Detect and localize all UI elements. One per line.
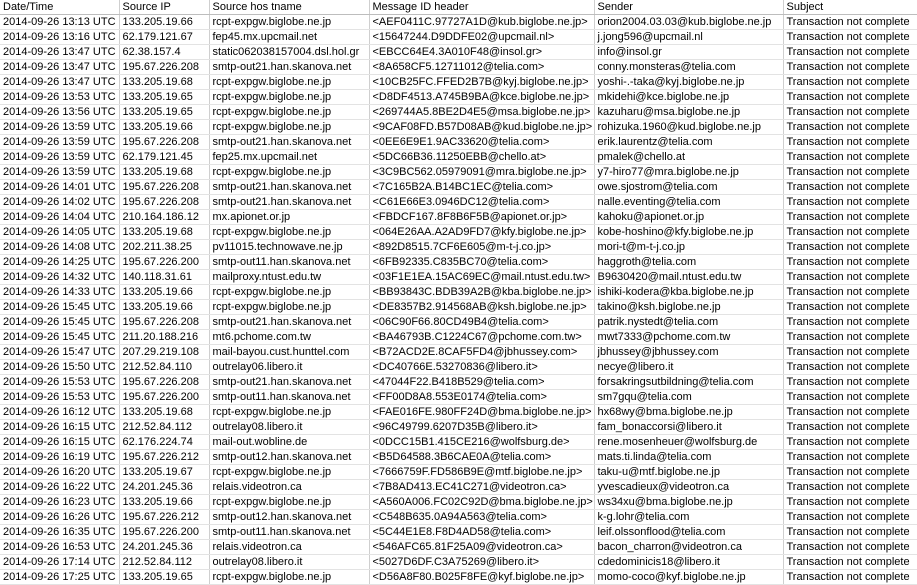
message-id-cell[interactable]: <7C165B2A.B14BC1EC@telia.com> xyxy=(369,180,594,195)
sender-cell[interactable]: forsakringsutbildning@telia.com xyxy=(594,375,783,390)
table-row[interactable] xyxy=(0,435,917,450)
date-time-cell[interactable]: 2014-09-26 16:53 UTC xyxy=(0,540,119,555)
subject-cell[interactable]: Transaction not complete xyxy=(783,495,917,510)
subject-cell[interactable]: Transaction not complete xyxy=(783,285,917,300)
date-time-cell[interactable]: 2014-09-26 13:13 UTC xyxy=(0,15,119,30)
source-hostname-cell[interactable]: rcpt-expgw.biglobe.ne.jp xyxy=(209,105,369,120)
source-ip-cell[interactable]: 62.176.224.74 xyxy=(119,435,209,450)
source-ip-cell[interactable]: 133.205.19.66 xyxy=(119,120,209,135)
message-id-cell[interactable]: <D56A8F80.B025F8FE@kyf.biglobe.ne.jp> xyxy=(369,570,594,585)
source-hostname-cell[interactable]: smtp-out21.han.skanova.net xyxy=(209,60,369,75)
date-time-cell[interactable]: 2014-09-26 13:47 UTC xyxy=(0,75,119,90)
sender-cell[interactable]: mwt7333@pchome.com.tw xyxy=(594,330,783,345)
source-ip-cell[interactable]: 195.67.226.200 xyxy=(119,255,209,270)
subject-cell[interactable]: Transaction not complete xyxy=(783,555,917,570)
message-id-cell[interactable]: <546AFC65.81F25A09@videotron.ca> xyxy=(369,540,594,555)
source-hostname-cell[interactable]: smtp-out11.han.skanova.net xyxy=(209,525,369,540)
table-row[interactable] xyxy=(0,240,917,255)
subject-cell[interactable]: Transaction not complete xyxy=(783,75,917,90)
message-id-cell[interactable]: <064E26AA.A2AD9FD7@kfy.biglobe.ne.jp> xyxy=(369,225,594,240)
subject-cell[interactable]: Transaction not complete xyxy=(783,420,917,435)
subject-cell[interactable]: Transaction not complete xyxy=(783,315,917,330)
sender-cell[interactable]: y7-hiro77@mra.biglobe.ne.jp xyxy=(594,165,783,180)
subject-cell[interactable]: Transaction not complete xyxy=(783,525,917,540)
date-time-cell[interactable]: 2014-09-26 15:45 UTC xyxy=(0,300,119,315)
table-row[interactable] xyxy=(0,225,917,240)
date-time-cell[interactable]: 2014-09-26 13:53 UTC xyxy=(0,90,119,105)
message-id-cell[interactable]: <3C9BC562.05979091@mra.biglobe.ne.jp> xyxy=(369,165,594,180)
date-time-cell[interactable]: 2014-09-26 15:45 UTC xyxy=(0,330,119,345)
source-hostname-cell[interactable]: rcpt-expgw.biglobe.ne.jp xyxy=(209,300,369,315)
message-id-cell[interactable]: <0EE6E9E1.9AC33620@telia.com> xyxy=(369,135,594,150)
sender-cell[interactable]: kobe-hoshino@kfy.biglobe.ne.jp xyxy=(594,225,783,240)
source-ip-cell[interactable]: 62.179.121.67 xyxy=(119,30,209,45)
source-hostname-cell[interactable]: outrelay08.libero.it xyxy=(209,555,369,570)
source-ip-cell[interactable]: 62.179.121.45 xyxy=(119,150,209,165)
date-time-cell[interactable]: 2014-09-26 13:16 UTC xyxy=(0,30,119,45)
message-id-cell[interactable]: <9CAF08FD.B57D08AB@kud.biglobe.ne.jp> xyxy=(369,120,594,135)
subject-cell[interactable]: Transaction not complete xyxy=(783,60,917,75)
sender-cell[interactable]: leif.olssonflood@telia.com xyxy=(594,525,783,540)
table-row[interactable] xyxy=(0,30,917,45)
date-time-cell[interactable]: 2014-09-26 14:05 UTC xyxy=(0,225,119,240)
source-ip-cell[interactable]: 195.67.226.208 xyxy=(119,60,209,75)
subject-cell[interactable]: Transaction not complete xyxy=(783,165,917,180)
message-id-cell[interactable]: <03F1E1EA.15AC69EC@mail.ntust.edu.tw> xyxy=(369,270,594,285)
date-time-cell[interactable]: 2014-09-26 15:53 UTC xyxy=(0,375,119,390)
date-time-cell[interactable]: 2014-09-26 16:12 UTC xyxy=(0,405,119,420)
date-time-cell[interactable]: 2014-09-26 14:33 UTC xyxy=(0,285,119,300)
source-ip-cell[interactable]: 195.67.226.208 xyxy=(119,180,209,195)
subject-cell[interactable]: Transaction not complete xyxy=(783,195,917,210)
message-id-cell[interactable]: <5027D6DF.C3A75269@libero.it> xyxy=(369,555,594,570)
source-hostname-cell[interactable]: fep25.mx.upcmail.net xyxy=(209,150,369,165)
source-hostname-cell[interactable]: mailproxy.ntust.edu.tw xyxy=(209,270,369,285)
source-hostname-cell[interactable]: rcpt-expgw.biglobe.ne.jp xyxy=(209,495,369,510)
source-ip-cell[interactable]: 133.205.19.66 xyxy=(119,495,209,510)
source-hostname-cell[interactable]: smtp-out21.han.skanova.net xyxy=(209,375,369,390)
subject-cell[interactable]: Transaction not complete xyxy=(783,450,917,465)
source-ip-cell[interactable]: 140.118.31.61 xyxy=(119,270,209,285)
message-id-cell[interactable]: <10CB25FC.FFED2B7B@kyj.biglobe.ne.jp> xyxy=(369,75,594,90)
source-hostname-cell[interactable]: smtp-out12.han.skanova.net xyxy=(209,450,369,465)
source-hostname-cell[interactable]: rcpt-expgw.biglobe.ne.jp xyxy=(209,15,369,30)
table-row[interactable] xyxy=(0,120,917,135)
source-ip-cell[interactable]: 195.67.226.212 xyxy=(119,450,209,465)
message-id-cell[interactable]: <C548B635.0A94A563@telia.com> xyxy=(369,510,594,525)
sender-cell[interactable]: info@insol.gr xyxy=(594,45,783,60)
source-hostname-cell[interactable]: rcpt-expgw.biglobe.ne.jp xyxy=(209,165,369,180)
table-row[interactable] xyxy=(0,210,917,225)
column-header-sender[interactable]: Sender xyxy=(594,0,783,15)
source-ip-cell[interactable]: 24.201.245.36 xyxy=(119,480,209,495)
sender-cell[interactable]: yoshi-.-taka@kyj.biglobe.ne.jp xyxy=(594,75,783,90)
source-hostname-cell[interactable]: relais.videotron.ca xyxy=(209,540,369,555)
sender-cell[interactable]: ishiki-kodera@kba.biglobe.ne.jp xyxy=(594,285,783,300)
source-ip-cell[interactable]: 133.205.19.66 xyxy=(119,300,209,315)
message-id-cell[interactable]: <6FB92335.C835BC70@telia.com> xyxy=(369,255,594,270)
source-hostname-cell[interactable]: rcpt-expgw.biglobe.ne.jp xyxy=(209,120,369,135)
subject-cell[interactable]: Transaction not complete xyxy=(783,435,917,450)
table-row[interactable] xyxy=(0,165,917,180)
table-row[interactable] xyxy=(0,345,917,360)
date-time-cell[interactable]: 2014-09-26 16:23 UTC xyxy=(0,495,119,510)
table-row[interactable] xyxy=(0,420,917,435)
date-time-cell[interactable]: 2014-09-26 13:59 UTC xyxy=(0,150,119,165)
source-ip-cell[interactable]: 202.211.38.25 xyxy=(119,240,209,255)
table-row[interactable] xyxy=(0,330,917,345)
header-row xyxy=(0,0,917,15)
subject-cell[interactable]: Transaction not complete xyxy=(783,540,917,555)
source-ip-cell[interactable]: 207.29.219.108 xyxy=(119,345,209,360)
date-time-cell[interactable]: 2014-09-26 15:50 UTC xyxy=(0,360,119,375)
date-time-cell[interactable]: 2014-09-26 14:25 UTC xyxy=(0,255,119,270)
source-ip-cell[interactable]: 133.205.19.66 xyxy=(119,285,209,300)
date-time-cell[interactable]: 2014-09-26 16:22 UTC xyxy=(0,480,119,495)
table-row[interactable] xyxy=(0,390,917,405)
subject-cell[interactable]: Transaction not complete xyxy=(783,90,917,105)
date-time-cell[interactable]: 2014-09-26 14:04 UTC xyxy=(0,210,119,225)
sender-cell[interactable]: patrik.nystedt@telia.com xyxy=(594,315,783,330)
table-row[interactable] xyxy=(0,360,917,375)
source-hostname-cell[interactable]: mx.apionet.or.jp xyxy=(209,210,369,225)
message-id-cell[interactable]: <892D8515.7CF6E605@m-t-j.co.jp> xyxy=(369,240,594,255)
subject-cell[interactable]: Transaction not complete xyxy=(783,300,917,315)
subject-cell[interactable]: Transaction not complete xyxy=(783,330,917,345)
column-header-message-id[interactable]: Message ID header xyxy=(369,0,594,15)
source-ip-cell[interactable]: 195.67.226.208 xyxy=(119,375,209,390)
sender-cell[interactable]: takino@ksh.biglobe.ne.jp xyxy=(594,300,783,315)
message-id-cell[interactable]: <DE8357B2.914568AB@ksh.biglobe.ne.jp> xyxy=(369,300,594,315)
table-row[interactable] xyxy=(0,45,917,60)
source-hostname-cell[interactable]: smtp-out21.han.skanova.net xyxy=(209,135,369,150)
table-row[interactable] xyxy=(0,300,917,315)
message-id-cell[interactable]: <AEF0411C.97727A1D@kub.biglobe.ne.jp> xyxy=(369,15,594,30)
sender-cell[interactable]: rohizuka.1960@kud.biglobe.ne.jp xyxy=(594,120,783,135)
date-time-cell[interactable]: 2014-09-26 15:53 UTC xyxy=(0,390,119,405)
column-header-source-hostname[interactable]: Source hos tname xyxy=(209,0,369,15)
source-hostname-cell[interactable]: rcpt-expgw.biglobe.ne.jp xyxy=(209,570,369,585)
source-hostname-cell[interactable]: pv11015.technowave.ne.jp xyxy=(209,240,369,255)
source-ip-cell[interactable]: 212.52.84.110 xyxy=(119,360,209,375)
source-hostname-cell[interactable]: rcpt-expgw.biglobe.ne.jp xyxy=(209,75,369,90)
message-id-cell[interactable]: <15647244.D9DDFE02@upcmail.nl> xyxy=(369,30,594,45)
sender-cell[interactable]: nalle.eventing@telia.com xyxy=(594,195,783,210)
table-row[interactable] xyxy=(0,255,917,270)
source-hostname-cell[interactable]: relais.videotron.ca xyxy=(209,480,369,495)
table-row[interactable] xyxy=(0,150,917,165)
message-id-cell[interactable]: <96C49799.6207D35B@libero.it> xyxy=(369,420,594,435)
table-row[interactable] xyxy=(0,75,917,90)
source-hostname-cell[interactable]: outrelay06.libero.it xyxy=(209,360,369,375)
date-time-cell[interactable]: 2014-09-26 16:15 UTC xyxy=(0,420,119,435)
source-hostname-cell[interactable]: mail-bayou.cust.hunttel.com xyxy=(209,345,369,360)
source-ip-cell[interactable]: 195.67.226.200 xyxy=(119,390,209,405)
source-hostname-cell[interactable]: rcpt-expgw.biglobe.ne.jp xyxy=(209,465,369,480)
source-hostname-cell[interactable]: smtp-out21.han.skanova.net xyxy=(209,315,369,330)
sender-cell[interactable]: erik.laurentz@telia.com xyxy=(594,135,783,150)
subject-cell[interactable]: Transaction not complete xyxy=(783,480,917,495)
source-hostname-cell[interactable]: static062038157004.dsl.hol.gr xyxy=(209,45,369,60)
date-time-cell[interactable]: 2014-09-26 13:59 UTC xyxy=(0,135,119,150)
source-ip-cell[interactable]: 195.67.226.212 xyxy=(119,510,209,525)
sender-cell[interactable]: fam_bonaccorsi@libero.it xyxy=(594,420,783,435)
message-id-cell[interactable]: <B72ACD2E.8CAF5FD4@jbhussey.com> xyxy=(369,345,594,360)
subject-cell[interactable]: Transaction not complete xyxy=(783,15,917,30)
table-row[interactable] xyxy=(0,540,917,555)
source-ip-cell[interactable]: 133.205.19.65 xyxy=(119,570,209,585)
source-hostname-cell[interactable]: rcpt-expgw.biglobe.ne.jp xyxy=(209,285,369,300)
source-hostname-cell[interactable]: smtp-out11.han.skanova.net xyxy=(209,390,369,405)
source-ip-cell[interactable]: 133.205.19.65 xyxy=(119,90,209,105)
table-row[interactable] xyxy=(0,90,917,105)
sender-cell[interactable]: pmalek@chello.at xyxy=(594,150,783,165)
sender-cell[interactable]: kahoku@apionet.or.jp xyxy=(594,210,783,225)
table-row[interactable] xyxy=(0,285,917,300)
date-time-cell[interactable]: 2014-09-26 16:20 UTC xyxy=(0,465,119,480)
column-header-subject[interactable]: Subject xyxy=(783,0,917,15)
date-time-cell[interactable]: 2014-09-26 13:59 UTC xyxy=(0,120,119,135)
source-hostname-cell[interactable]: smtp-out21.han.skanova.net xyxy=(209,195,369,210)
date-time-cell[interactable]: 2014-09-26 14:01 UTC xyxy=(0,180,119,195)
message-id-cell[interactable]: <5C44E1E8.F8D4AD58@telia.com> xyxy=(369,525,594,540)
table-row[interactable] xyxy=(0,315,917,330)
table-row[interactable] xyxy=(0,555,917,570)
subject-cell[interactable]: Transaction not complete xyxy=(783,375,917,390)
source-hostname-cell[interactable]: rcpt-expgw.biglobe.ne.jp xyxy=(209,405,369,420)
sender-cell[interactable]: cdedominicis18@libero.it xyxy=(594,555,783,570)
subject-cell[interactable]: Transaction not complete xyxy=(783,570,917,585)
sender-cell[interactable]: yvescadieux@videotron.ca xyxy=(594,480,783,495)
column-header-source-ip[interactable]: Source IP xyxy=(119,0,209,15)
message-id-cell[interactable]: <FAE016FE.980FF24D@bma.biglobe.ne.jp> xyxy=(369,405,594,420)
date-time-cell[interactable]: 2014-09-26 15:47 UTC xyxy=(0,345,119,360)
message-id-cell[interactable]: <5DC66B36.11250EBB@chello.at> xyxy=(369,150,594,165)
subject-cell[interactable]: Transaction not complete xyxy=(783,30,917,45)
date-time-cell[interactable]: 2014-09-26 14:02 UTC xyxy=(0,195,119,210)
message-id-cell[interactable]: <FF00D8A8.553E0174@telia.com> xyxy=(369,390,594,405)
date-time-cell[interactable]: 2014-09-26 16:19 UTC xyxy=(0,450,119,465)
date-time-cell[interactable]: 2014-09-26 13:56 UTC xyxy=(0,105,119,120)
sender-cell[interactable]: owe.sjostrom@telia.com xyxy=(594,180,783,195)
source-ip-cell[interactable]: 133.205.19.68 xyxy=(119,165,209,180)
subject-cell[interactable]: Transaction not complete xyxy=(783,390,917,405)
date-time-cell[interactable]: 2014-09-26 15:45 UTC xyxy=(0,315,119,330)
sender-cell[interactable]: hx68wy@bma.biglobe.ne.jp xyxy=(594,405,783,420)
source-ip-cell[interactable]: 133.205.19.68 xyxy=(119,225,209,240)
sender-cell[interactable]: bacon_charron@videotron.ca xyxy=(594,540,783,555)
date-time-cell[interactable]: 2014-09-26 16:35 UTC xyxy=(0,525,119,540)
sender-cell[interactable]: j.jong596@upcmail.nl xyxy=(594,30,783,45)
table-row[interactable] xyxy=(0,105,917,120)
message-id-cell[interactable]: <0DCC15B1.415CE216@wolfsburg.de> xyxy=(369,435,594,450)
subject-cell[interactable]: Transaction not complete xyxy=(783,510,917,525)
table-row[interactable] xyxy=(0,270,917,285)
table-row[interactable] xyxy=(0,570,917,585)
source-hostname-cell[interactable]: mt6.pchome.com.tw xyxy=(209,330,369,345)
message-id-cell[interactable]: <EBCC64E4.3A010F48@insol.gr> xyxy=(369,45,594,60)
date-time-cell[interactable]: 2014-09-26 13:59 UTC xyxy=(0,165,119,180)
source-ip-cell[interactable]: 195.67.226.200 xyxy=(119,525,209,540)
table-row[interactable] xyxy=(0,495,917,510)
sender-cell[interactable]: haggroth@telia.com xyxy=(594,255,783,270)
table-row[interactable] xyxy=(0,510,917,525)
subject-cell[interactable]: Transaction not complete xyxy=(783,105,917,120)
message-id-cell[interactable]: <A560A006.FC02C92D@bma.biglobe.ne.jp> xyxy=(369,495,594,510)
message-id-cell[interactable]: <7B8AD413.EC41C271@videotron.ca> xyxy=(369,480,594,495)
subject-cell[interactable]: Transaction not complete xyxy=(783,360,917,375)
source-ip-cell[interactable]: 210.164.186.12 xyxy=(119,210,209,225)
message-id-cell[interactable]: <BB93843C.BDB39A2B@kba.biglobe.ne.jp> xyxy=(369,285,594,300)
sender-cell[interactable]: mori-t@m-t-j.co.jp xyxy=(594,240,783,255)
source-hostname-cell[interactable]: fep45.mx.upcmail.net xyxy=(209,30,369,45)
message-id-cell[interactable]: <269744A5.8BE2D4E5@msa.biglobe.ne.jp> xyxy=(369,105,594,120)
subject-cell[interactable]: Transaction not complete xyxy=(783,150,917,165)
source-ip-cell[interactable]: 195.67.226.208 xyxy=(119,135,209,150)
sender-cell[interactable]: sm7gqu@telia.com xyxy=(594,390,783,405)
table-row[interactable] xyxy=(0,180,917,195)
table-row[interactable] xyxy=(0,375,917,390)
sender-cell[interactable]: taku-u@mtf.biglobe.ne.jp xyxy=(594,465,783,480)
sender-cell[interactable]: necye@libero.it xyxy=(594,360,783,375)
sender-cell[interactable]: B9630420@mail.ntust.edu.tw xyxy=(594,270,783,285)
subject-cell[interactable]: Transaction not complete xyxy=(783,135,917,150)
table-row[interactable] xyxy=(0,135,917,150)
table-row[interactable] xyxy=(0,525,917,540)
source-ip-cell[interactable]: 212.52.84.112 xyxy=(119,555,209,570)
sender-cell[interactable]: mkidehi@kce.biglobe.ne.jp xyxy=(594,90,783,105)
source-ip-cell[interactable]: 62.38.157.4 xyxy=(119,45,209,60)
message-id-cell[interactable]: <47044F22.B418B529@telia.com> xyxy=(369,375,594,390)
sender-cell[interactable]: momo-coco@kyf.biglobe.ne.jp xyxy=(594,570,783,585)
date-time-cell[interactable]: 2014-09-26 17:14 UTC xyxy=(0,555,119,570)
subject-cell[interactable]: Transaction not complete xyxy=(783,210,917,225)
date-time-cell[interactable]: 2014-09-26 14:08 UTC xyxy=(0,240,119,255)
source-ip-cell[interactable]: 24.201.245.36 xyxy=(119,540,209,555)
subject-cell[interactable]: Transaction not complete xyxy=(783,345,917,360)
subject-cell[interactable]: Transaction not complete xyxy=(783,45,917,60)
date-time-cell[interactable]: 2014-09-26 13:47 UTC xyxy=(0,60,119,75)
source-ip-cell[interactable]: 211.20.188.216 xyxy=(119,330,209,345)
source-hostname-cell[interactable]: smtp-out21.han.skanova.net xyxy=(209,180,369,195)
source-ip-cell[interactable]: 195.67.226.208 xyxy=(119,195,209,210)
message-id-cell[interactable]: <BA46793B.C1224C67@pchome.com.tw> xyxy=(369,330,594,345)
subject-cell[interactable]: Transaction not complete xyxy=(783,180,917,195)
table-row[interactable] xyxy=(0,405,917,420)
table-row[interactable] xyxy=(0,465,917,480)
source-ip-cell[interactable]: 133.205.19.65 xyxy=(119,105,209,120)
source-hostname-cell[interactable]: smtp-out12.han.skanova.net xyxy=(209,510,369,525)
message-id-cell[interactable]: <C61E66E3.0946DC12@telia.com> xyxy=(369,195,594,210)
message-id-cell[interactable]: <D8DF4513.A745B9BA@kce.biglobe.ne.jp> xyxy=(369,90,594,105)
source-ip-cell[interactable]: 195.67.226.208 xyxy=(119,315,209,330)
sender-cell[interactable]: mats.ti.linda@telia.com xyxy=(594,450,783,465)
table-row[interactable] xyxy=(0,60,917,75)
table-row[interactable] xyxy=(0,195,917,210)
message-id-cell[interactable]: <FBDCF167.8F8B6F5B@apionet.or.jp> xyxy=(369,210,594,225)
subject-cell[interactable]: Transaction not complete xyxy=(783,270,917,285)
sender-cell[interactable]: k-g.lohr@telia.com xyxy=(594,510,783,525)
source-hostname-cell[interactable]: outrelay08.libero.it xyxy=(209,420,369,435)
subject-cell[interactable]: Transaction not complete xyxy=(783,465,917,480)
sender-cell[interactable]: jbhussey@jbhussey.com xyxy=(594,345,783,360)
sender-cell[interactable]: kazuharu@msa.biglobe.ne.jp xyxy=(594,105,783,120)
source-hostname-cell[interactable]: rcpt-expgw.biglobe.ne.jp xyxy=(209,90,369,105)
source-ip-cell[interactable]: 133.205.19.67 xyxy=(119,465,209,480)
subject-cell[interactable]: Transaction not complete xyxy=(783,240,917,255)
subject-cell[interactable]: Transaction not complete xyxy=(783,405,917,420)
subject-cell[interactable]: Transaction not complete xyxy=(783,255,917,270)
sender-cell[interactable]: conny.monsteras@telia.com xyxy=(594,60,783,75)
subject-cell[interactable]: Transaction not complete xyxy=(783,120,917,135)
date-time-cell[interactable]: 2014-09-26 16:26 UTC xyxy=(0,510,119,525)
message-id-cell[interactable]: <7666759F.FD586B9E@mtf.biglobe.ne.jp> xyxy=(369,465,594,480)
date-time-cell[interactable]: 2014-09-26 14:32 UTC xyxy=(0,270,119,285)
message-id-cell[interactable]: <B5D64588.3B6CAE0A@telia.com> xyxy=(369,450,594,465)
column-header-date-time[interactable]: Date/Time xyxy=(0,0,119,15)
source-hostname-cell[interactable]: rcpt-expgw.biglobe.ne.jp xyxy=(209,225,369,240)
sender-cell[interactable]: ws34xu@bma.biglobe.ne.jp xyxy=(594,495,783,510)
source-ip-cell[interactable]: 133.205.19.68 xyxy=(119,405,209,420)
table-row[interactable] xyxy=(0,480,917,495)
source-ip-cell[interactable]: 133.205.19.66 xyxy=(119,15,209,30)
source-ip-cell[interactable]: 212.52.84.112 xyxy=(119,420,209,435)
message-id-cell[interactable]: <DC40766E.53270836@libero.it> xyxy=(369,360,594,375)
source-hostname-cell[interactable]: mail-out.wobline.de xyxy=(209,435,369,450)
message-id-cell[interactable]: <8A658CF5.12711012@telia.com> xyxy=(369,60,594,75)
message-id-cell[interactable]: <06C90F66.80CD49B4@telia.com> xyxy=(369,315,594,330)
source-hostname-cell[interactable]: smtp-out11.han.skanova.net xyxy=(209,255,369,270)
sender-cell[interactable]: rene.mosenheuer@wolfsburg.de xyxy=(594,435,783,450)
sender-cell[interactable]: orion2004.03.03@kub.biglobe.ne.jp xyxy=(594,15,783,30)
date-time-cell[interactable]: 2014-09-26 13:47 UTC xyxy=(0,45,119,60)
subject-cell[interactable]: Transaction not complete xyxy=(783,225,917,240)
table-row[interactable] xyxy=(0,450,917,465)
table-row[interactable] xyxy=(0,15,917,30)
source-ip-cell[interactable]: 133.205.19.68 xyxy=(119,75,209,90)
date-time-cell[interactable]: 2014-09-26 17:25 UTC xyxy=(0,570,119,585)
date-time-cell[interactable]: 2014-09-26 16:15 UTC xyxy=(0,435,119,450)
